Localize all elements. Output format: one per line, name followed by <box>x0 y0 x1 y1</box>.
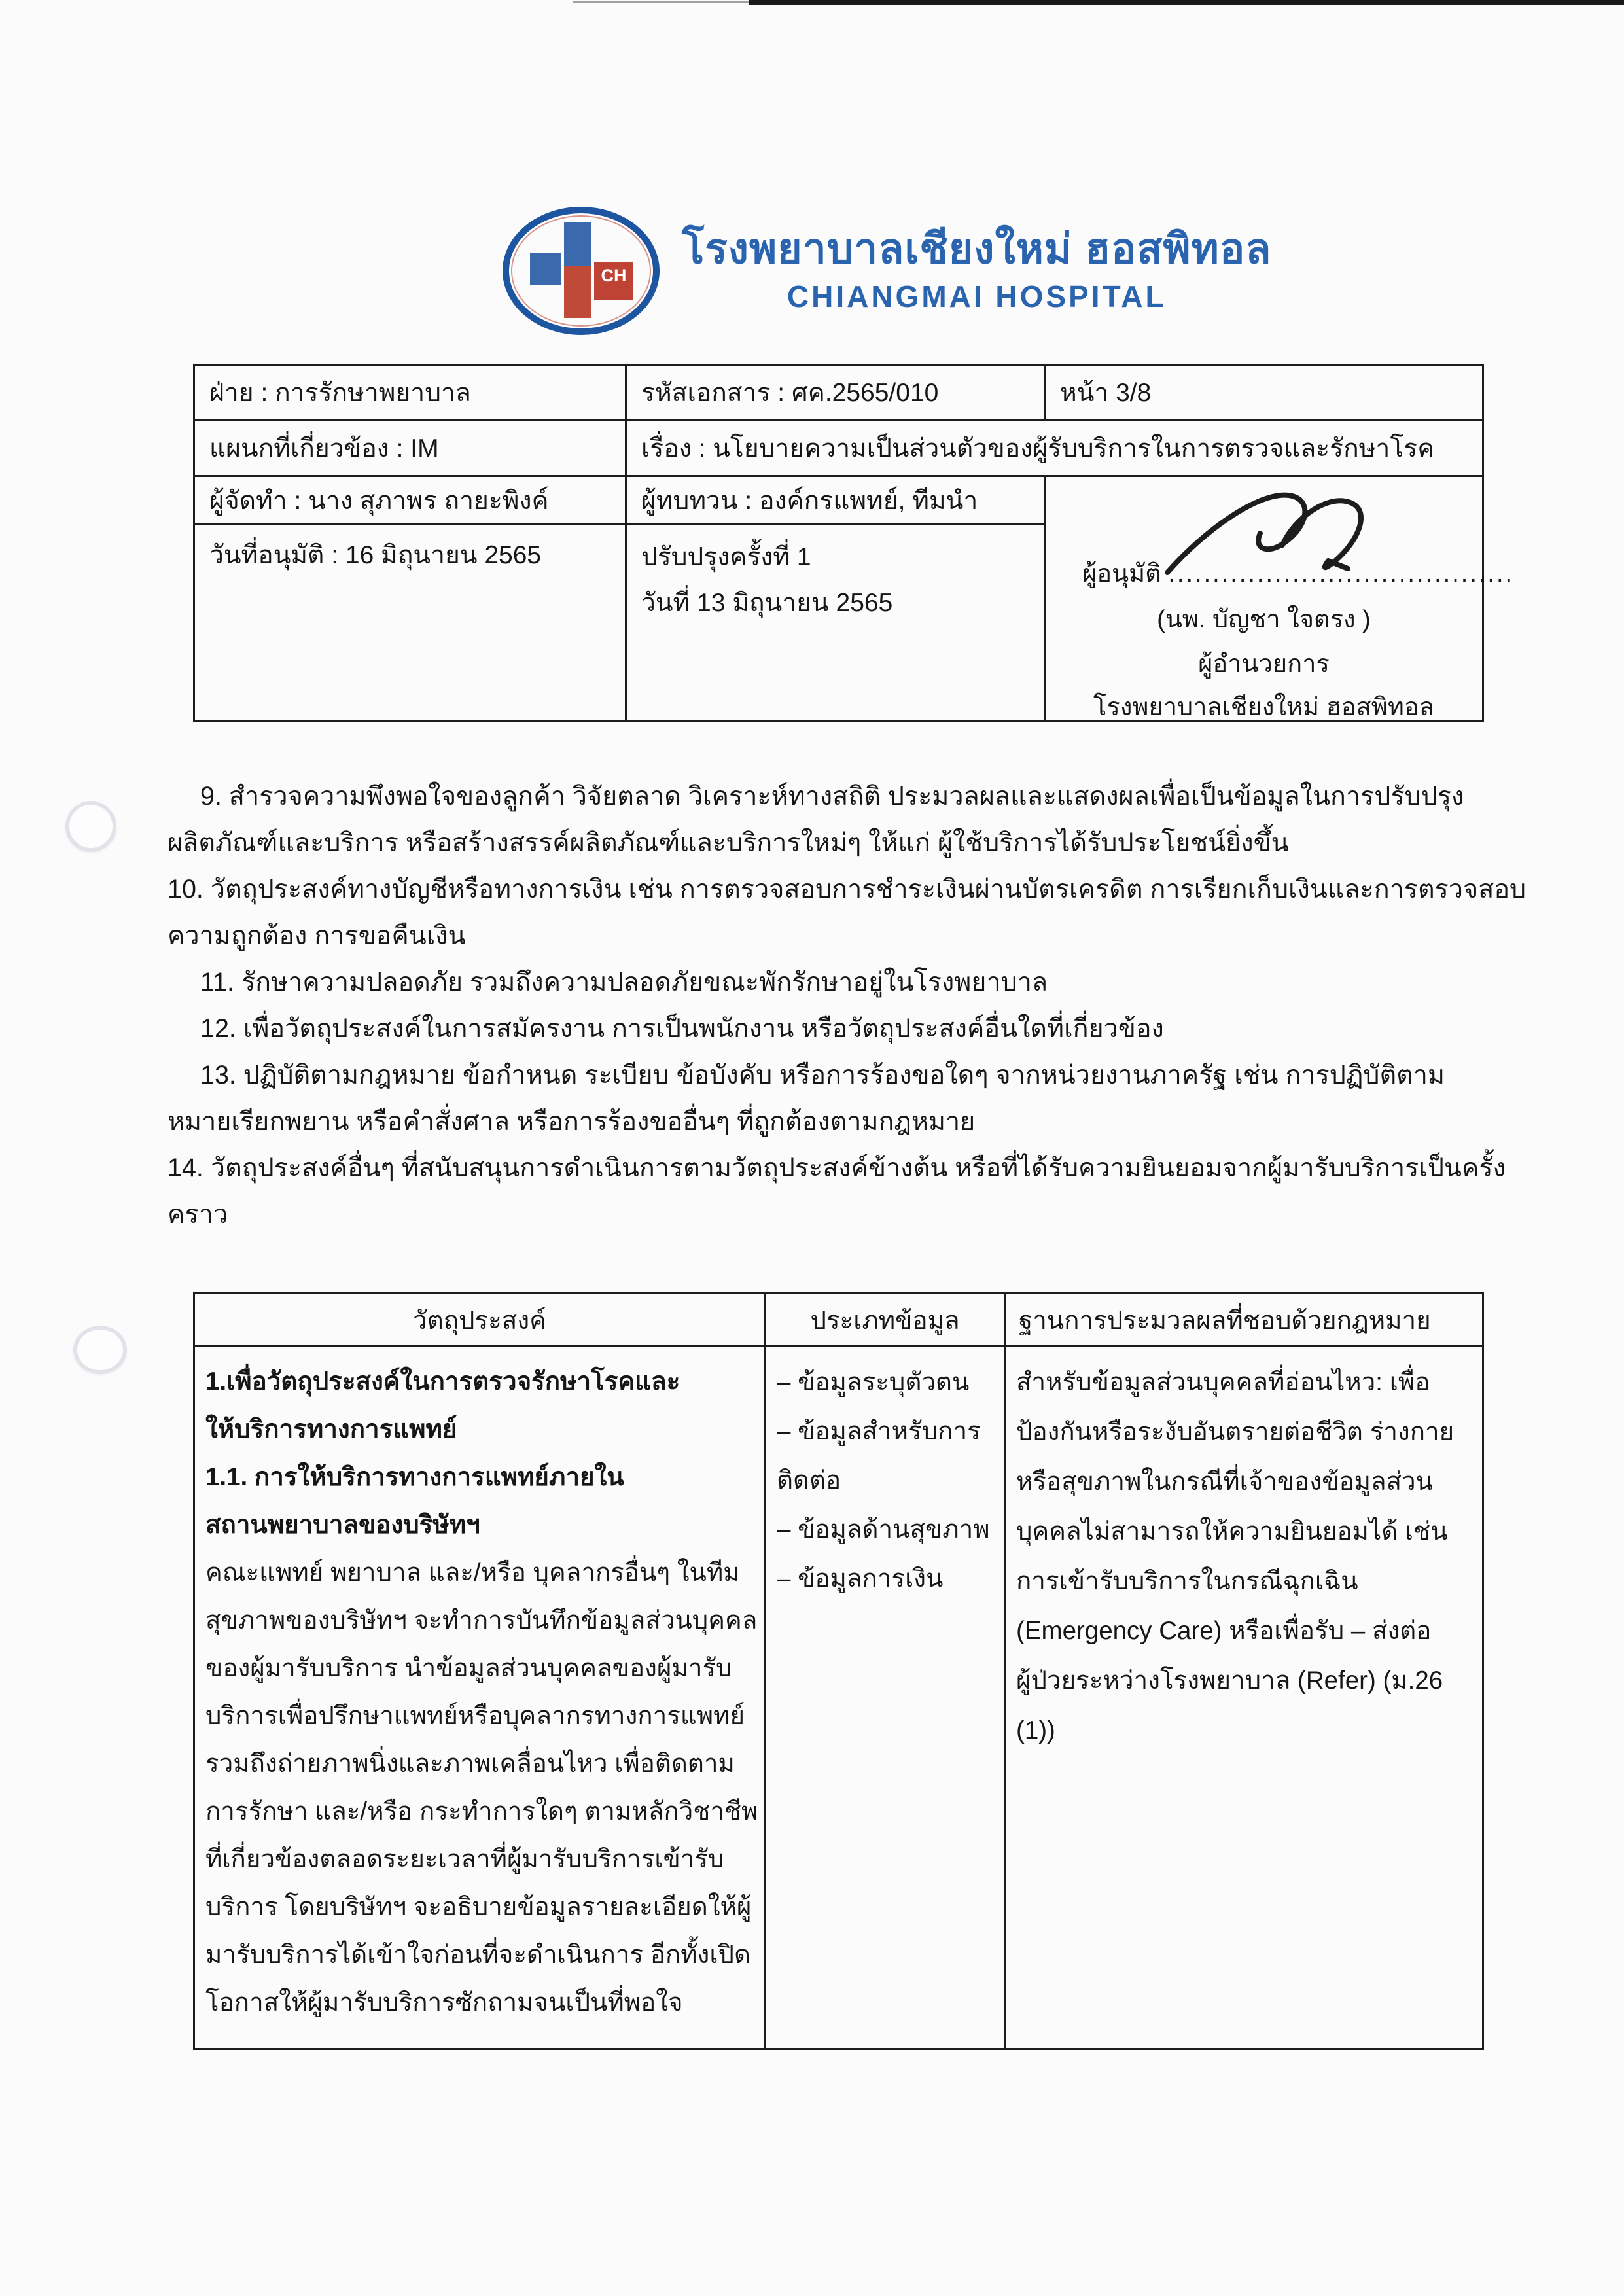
cell-purpose <box>194 1347 766 2049</box>
text-line: มารับบริการได้เข้าใจก่อนที่จะดำเนินการ อีกทั้งเปิด <box>205 1941 750 1969</box>
header-cell-page-number: หน้า 3/8 <box>1045 365 1483 420</box>
text-line: ป้องกันหรือระงับอันตรายต่อชีวิต ร่างกาย <box>1016 1418 1455 1446</box>
logo-cross-bottom <box>564 266 591 318</box>
text-line: ผู้ป่วยระหว่างโรงพยาบาล (Refer) (ม.26 <box>1016 1667 1443 1695</box>
text-line: (1)) <box>1016 1716 1055 1744</box>
text-line: สถานพยาบาลของบริษัทฯ <box>205 1511 480 1539</box>
text-line: บริการ โดยบริษัทฯ จะอธิบายข้อมูลรายละเอียดให้ผู้ <box>205 1893 752 1921</box>
text-line: ของผู้มารับบริการ นำข้อมูลส่วนบุคคลของผู้มารับ <box>205 1654 732 1682</box>
text-line: 14. วัตถุประสงค์อื่นๆ ที่สนับสนุนการดำเนินการตามวัตถุประสงค์ข้างต้น หรือที่ได้รับความยินยอมจากผู้มารับบริการเป็นครั้ง <box>168 1154 1506 1182</box>
purpose-detail-table <box>193 1292 1484 2050</box>
text-line: 1.เพื่อวัตถุประสงค์ในการตรวจรักษาโรคและ <box>205 1368 680 1396</box>
policy-purpose-paragraphs <box>168 773 1527 1238</box>
column-header-purpose: วัตถุประสงค์ <box>194 1294 766 1347</box>
text-line: หรือสุขภาพในกรณีที่เจ้าของข้อมูลส่วน <box>1016 1468 1433 1496</box>
hospital-name-thai: โรงพยาบาลเชียงใหม่ ฮอสพิทอล <box>682 225 1272 273</box>
text-line: 11. รักษาความปลอดภัย รวมถึงความปลอดภัยขณะพักรักษาอยู่ในโรงพยาบาล <box>200 968 1048 997</box>
text-line: รวมถึงถ่ายภาพนิ่งและภาพเคลื่อนไหว เพื่อติดตาม <box>205 1750 735 1778</box>
hospital-name-english: CHIANGMAI HOSPITAL <box>786 279 1167 313</box>
logo-cross-left <box>530 253 561 285</box>
text-line: – ข้อมูลด้านสุขภาพ <box>777 1515 990 1544</box>
document-header-table <box>193 364 1515 722</box>
header-cell-author: ผู้จัดทำ : นาง สุภาพร ถายะพิงค์ <box>194 476 626 525</box>
text-line: คณะแพทย์ พยาบาล และ/หรือ บุคลากรอื่นๆ ในทีม <box>205 1559 740 1587</box>
punch-hole-icon <box>65 801 116 852</box>
text-line: สุขภาพของบริษัทฯ จะทำการบันทึกข้อมูลส่วนบุคคล <box>205 1606 758 1634</box>
text-line: ที่เกี่ยวข้องตลอดระยะเวลาที่ผู้มารับบริการเข้ารับ <box>205 1845 724 1873</box>
cell-legal-basis <box>1005 1347 1483 2049</box>
text-line: – ข้อมูลระบุตัวตน <box>777 1368 970 1396</box>
text-line: 12. เพื่อวัตถุประสงค์ในการสมัครงาน การเป็นพนักงาน หรือวัตถุประสงค์อื่นใดที่เกี่ยวข้อง <box>200 1014 1164 1043</box>
text-line: ผลิตภัณฑ์และบริการ หรือสร้างสรรค์ผลิตภัณฑ์และบริการใหม่ๆ ให้แก่ ผู้ใช้บริการได้รับประโยชน์ยิ่งขึ้น <box>168 828 1289 857</box>
text-line: 9. สำรวจความพึงพอใจของลูกค้า วิจัยตลาด วิเคราะห์ทางสถิติ ประมวลผลและแสดงผลเพื่อเป็นข้อมูลในการปรับปรุง <box>200 782 1464 811</box>
text-line: 10. วัตถุประสงค์ทางบัญชีหรือทางการเงิน เช่น การตรวจสอบการชำระเงินผ่านบัตรเครดิต การเรียกเก็บเงินและการตรวจสอบ <box>168 875 1527 904</box>
header-cell-doc-code: รหัสเอกสาร : ศค.2565/010 <box>626 365 1045 420</box>
approver-title: ผู้อำนวยการ <box>1198 650 1330 678</box>
text-line: 1.1. การให้บริการทางการแพทย์ภายใน <box>205 1463 624 1491</box>
text-line: โอกาสให้ผู้มารับบริการซักถามจนเป็นที่พอใจ <box>205 1988 683 2017</box>
revision-number: ปรับปรุงครั้งที่ 1 <box>641 543 811 571</box>
scan-artifact-line <box>749 0 1624 5</box>
text-line: ติดต่อ <box>777 1466 841 1494</box>
column-header-data-type: ประเภทข้อมูล <box>766 1294 1005 1347</box>
approval-signature-cell <box>1045 476 1515 721</box>
header-cell-revision <box>626 525 1045 721</box>
logo-cross-top <box>564 222 591 266</box>
approver-label-line <box>1082 553 1514 593</box>
text-line: – ข้อมูลการเงิน <box>777 1564 944 1593</box>
text-line: การรักษา และ/หรือ กระทำการใดๆ ตามหลักวิชาชีพ <box>205 1797 758 1826</box>
hospital-logo-block <box>503 207 1271 332</box>
header-cell-subject: เรื่อง : นโยบายความเป็นส่วนตัวของผู้รับบริการในการตรวจและรักษาโรค <box>626 420 1483 476</box>
signature-dotted-line: ....................................... <box>1168 560 1515 588</box>
punch-hole-icon <box>73 1326 127 1374</box>
approver-organization: โรงพยาบาลเชียงใหม่ ฮอสพิทอล <box>1093 694 1434 721</box>
text-line: บุคคลไม่สามารถให้ความยินยอมได้ เช่น <box>1016 1517 1448 1545</box>
text-line: ให้บริการทางการแพทย์ <box>205 1415 457 1443</box>
header-cell-reviewer: ผู้ทบทวน : องค์กรแพทย์, ทีมนำ <box>626 476 1045 525</box>
text-line: สำหรับข้อมูลส่วนบุคคลที่อ่อนไหว: เพื่อ <box>1016 1368 1430 1396</box>
text-line: 13. ปฏิบัติตามกฎหมาย ข้อกำหนด ระเบียบ ข้อบังคับ หรือการร้องขอใดๆ จากหน่วยงานภาครัฐ เช่น การปฏิบัติตาม <box>200 1061 1445 1089</box>
header-cell-approve-date: วันที่อนุมัติ : 16 มิถุนายน 2565 <box>194 525 626 721</box>
text-line: คราว <box>168 1200 228 1229</box>
approver-label: ผู้อนุมัติ <box>1082 560 1161 588</box>
text-line: – ข้อมูลสำหรับการ <box>777 1417 981 1445</box>
approver-name: (นพ. บัญชา ใจตรง ) <box>1157 606 1371 633</box>
hospital-logo-icon <box>503 207 658 332</box>
text-line: ความถูกต้อง การขอคืนเงิน <box>168 921 466 950</box>
header-cell-related-dept: แผนกที่เกี่ยวข้อง : IM <box>194 420 626 476</box>
revision-date: วันที่ 13 มิถุนายน 2565 <box>641 589 893 617</box>
hospital-name-block <box>682 225 1271 314</box>
text-line: หมายเรียกพยาน หรือคำสั่งศาล หรือการร้องขออื่นๆ ที่ถูกต้องตามกฎหมาย <box>168 1107 976 1136</box>
text-line: การเข้ารับบริการในกรณีฉุกเฉิน <box>1016 1567 1358 1595</box>
logo-monogram: CH <box>594 262 633 300</box>
header-cell-department: ฝ่าย : การรักษาพยาบาล <box>194 365 626 420</box>
cell-data-type <box>766 1347 1005 2049</box>
text-line: บริการเพื่อปรึกษาแพทย์หรือบุคลากรทางการแพทย์ <box>205 1702 745 1730</box>
column-header-legal-basis: ฐานการประมวลผลที่ชอบด้วยกฎหมาย <box>1005 1294 1483 1347</box>
text-line: (Emergency Care) หรือเพื่อรับ – ส่งต่อ <box>1016 1617 1432 1645</box>
